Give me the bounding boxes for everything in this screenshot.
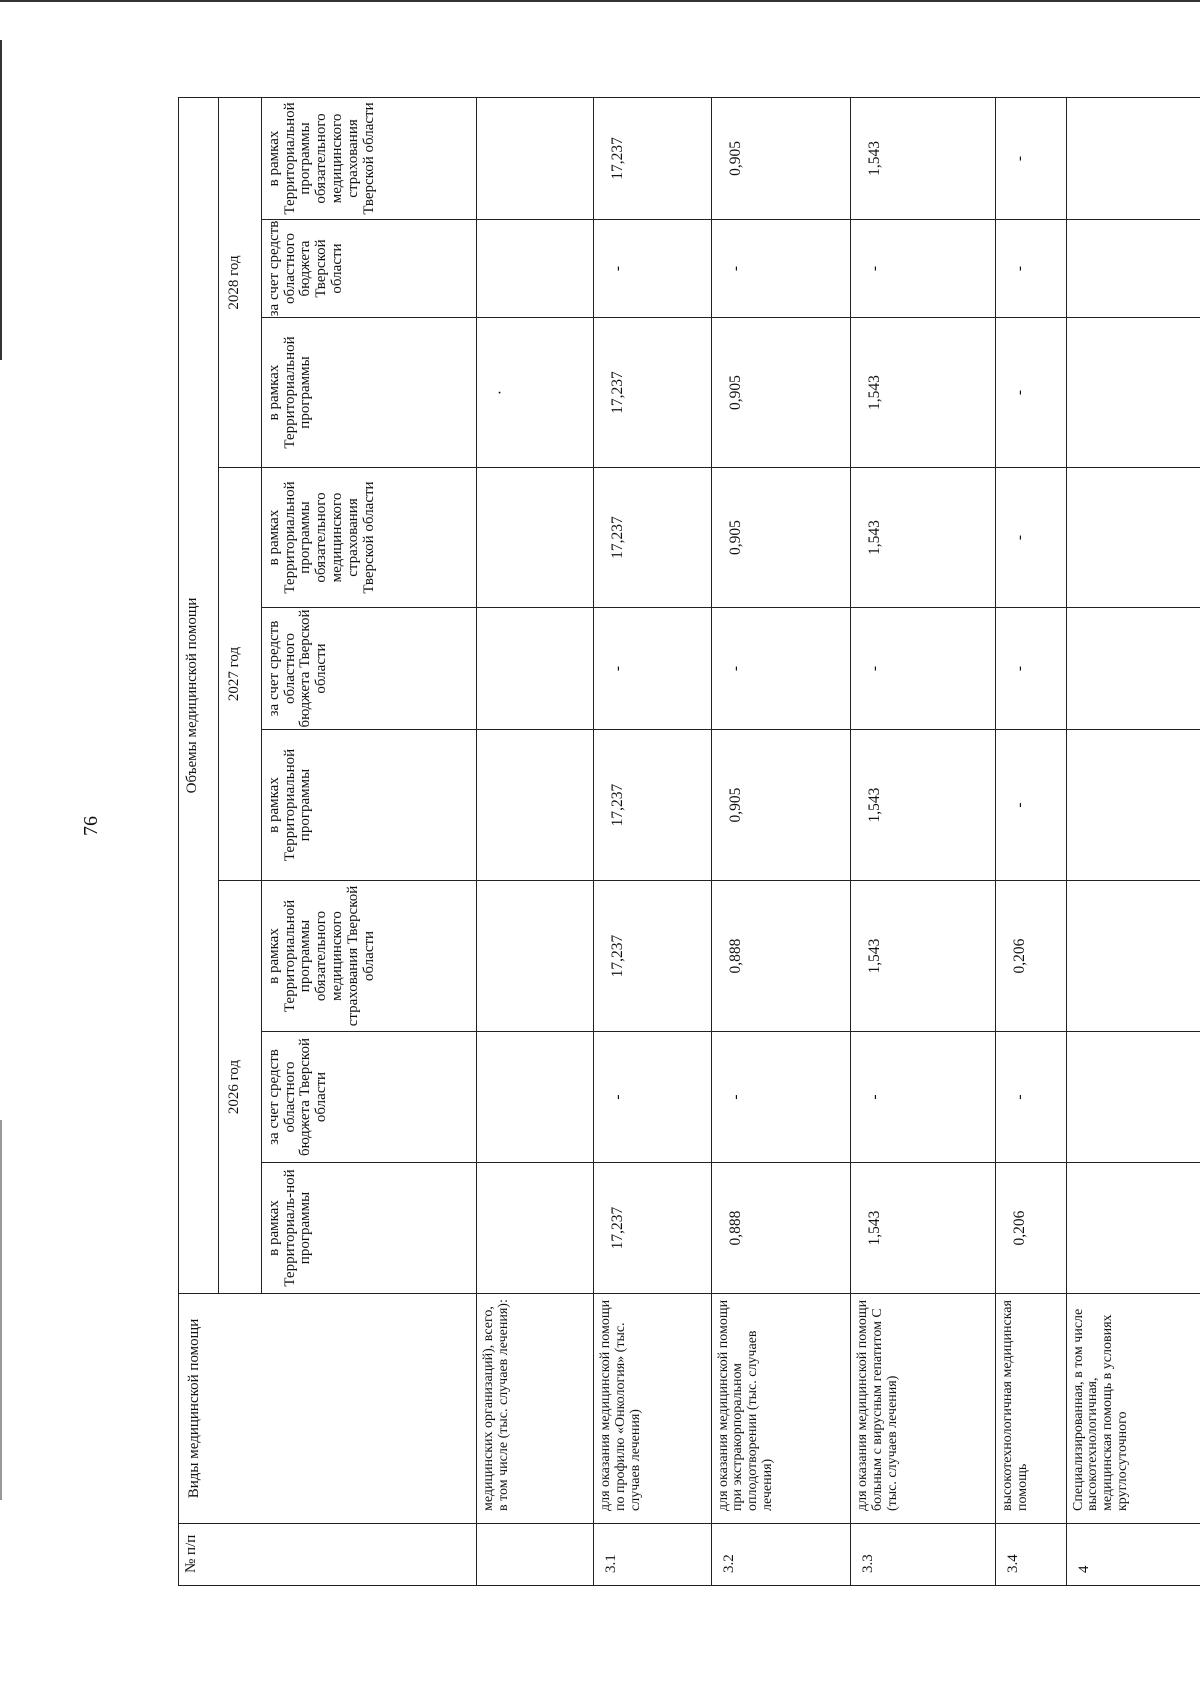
cell-2026-oms: 17,237 — [594, 881, 711, 1032]
table-row — [996, 97, 1066, 1585]
cell-2026-territorial: 1,543 — [851, 1163, 996, 1294]
cell-2026-regional-budget: - — [851, 1032, 996, 1163]
cell-2027-territorial: - — [996, 730, 1066, 881]
header-types: Виды медицинской помощи — [179, 1294, 477, 1524]
row-name: высокотехнологичная медицинская помощь — [996, 1294, 1066, 1524]
cell-2027-oms: 0,905 — [711, 468, 851, 608]
cell-2027-oms — [477, 468, 594, 608]
row-number: 3.1 — [594, 1524, 711, 1586]
header-2028-oms: в рамках Территориальной программы обязательного медицинского страхования Тверской области — [261, 97, 476, 219]
cell-2027-oms: - — [996, 468, 1066, 608]
cell-2027-territorial — [477, 730, 594, 881]
header-2028-territorial: в рамках Территориальной программы — [261, 318, 476, 468]
cell-2027-regional-budget: - — [996, 608, 1066, 730]
medical-care-volumes-table — [178, 97, 1200, 1586]
cell-2028-regional-budget: - — [996, 220, 1066, 318]
scan-edge-top — [0, 0, 1200, 2]
cell-2027-regional-budget: - — [594, 608, 711, 730]
cell-2026-territorial — [1066, 1163, 1200, 1294]
cell-2026-territorial — [477, 1163, 594, 1294]
cell-2026-oms: 1,543 — [851, 881, 996, 1032]
cell-2027-territorial: 17,237 — [594, 730, 711, 881]
row-number: 3.3 — [851, 1524, 996, 1586]
scan-edge-left-top — [0, 40, 2, 360]
row-name: для оказания медицинской помощи по профилю «Онкология» (тыс. случаев лечения) — [594, 1294, 711, 1524]
cell-2027-territorial: 0,905 — [711, 730, 851, 881]
cell-2028-territorial: 1,543 — [851, 318, 996, 468]
cell-2026-regional-budget: - — [996, 1032, 1066, 1163]
cell-2026-regional-budget — [477, 1032, 594, 1163]
cell-2027-territorial: 1,543 — [851, 730, 996, 881]
header-row-1 — [179, 97, 219, 1585]
header-2027-regional-budget: за счет средств областного бюджета Тверской области — [261, 608, 476, 730]
header-2026-oms: в рамках Территориальной программы обязательного медицинского страхования Тверской области — [261, 881, 476, 1032]
cell-2028-oms — [477, 97, 594, 219]
cell-2028-regional-budget — [477, 220, 594, 318]
cell-2026-territorial: 0,888 — [711, 1163, 851, 1294]
header-2026-territorial: в рамках Территориаль-ной программы — [261, 1163, 476, 1294]
cell-2026-territorial: 0,206 — [996, 1163, 1066, 1294]
cell-2027-territorial — [1066, 730, 1200, 881]
cell-2027-regional-budget — [477, 608, 594, 730]
cell-2026-regional-budget — [1066, 1032, 1200, 1163]
page-number: 76 — [80, 816, 102, 836]
table-row — [1066, 97, 1200, 1585]
header-2027-oms: в рамках Территориальной программы обязательного медицинского страхования Тверской области — [261, 468, 476, 608]
cell-2028-regional-budget: - — [711, 220, 851, 318]
row-number: 3.2 — [711, 1524, 851, 1586]
header-year-2027: 2027 год — [219, 468, 261, 881]
cell-2028-territorial: - — [996, 318, 1066, 468]
cell-2026-regional-budget: - — [711, 1032, 851, 1163]
cell-2026-territorial: 17,237 — [594, 1163, 711, 1294]
cell-2027-oms: 1,543 — [851, 468, 996, 608]
row-number: 4 — [1066, 1524, 1200, 1586]
table-row — [477, 97, 594, 1585]
scan-edge-left-bottom — [0, 1120, 2, 1500]
cell-2028-regional-budget: - — [851, 220, 996, 318]
row-number — [477, 1524, 594, 1586]
row-name: для оказания медицинской помощи больным с вирусным гепатитом С (тыс. случаев лечения) — [851, 1294, 996, 1524]
cell-2028-oms — [1066, 97, 1200, 219]
cell-2028-oms: 1,543 — [851, 97, 996, 219]
cell-2028-oms: 17,237 — [594, 97, 711, 219]
cell-2028-territorial: 17,237 — [594, 318, 711, 468]
row-name: для оказания медицинской помощи при экстракорпоральном оплодотворении (тыс. случаев лечения) — [711, 1294, 851, 1524]
cell-2028-regional-budget: - — [594, 220, 711, 318]
header-2028-regional-budget: за счет средств областного бюджета Тверской области — [261, 220, 476, 318]
row-name: медицинских организаций), всего, в том числе (тыс. случаев лечения): — [477, 1294, 594, 1524]
header-year-2028: 2028 год — [219, 97, 261, 467]
table-row — [711, 97, 851, 1585]
header-2026-regional-budget: за счет средств областного бюджета Тверской области — [261, 1032, 476, 1163]
header-year-2026: 2026 год — [219, 881, 261, 1294]
table-row — [851, 97, 996, 1585]
cell-2028-regional-budget — [1066, 220, 1200, 318]
header-2027-territorial: в рамках Территориальной программы — [261, 730, 476, 881]
row-number: 3.4 — [996, 1524, 1066, 1586]
header-volumes: Объемы медицинской помощи — [179, 97, 219, 1293]
cell-2028-territorial: · — [477, 318, 594, 468]
rotated-table-wrapper — [178, 98, 1200, 1586]
cell-2028-oms: - — [996, 97, 1066, 219]
cell-2027-regional-budget: - — [851, 608, 996, 730]
cell-2026-oms: 0,206 — [996, 881, 1066, 1032]
cell-2027-oms — [1066, 468, 1200, 608]
cell-2026-oms — [1066, 881, 1200, 1032]
cell-2027-oms: 17,237 — [594, 468, 711, 608]
cell-2028-territorial — [1066, 318, 1200, 468]
cell-2027-regional-budget — [1066, 608, 1200, 730]
cell-2026-oms: 0,888 — [711, 881, 851, 1032]
cell-2028-oms: 0,905 — [711, 97, 851, 219]
cell-2028-territorial: 0,905 — [711, 318, 851, 468]
table-row — [594, 97, 711, 1585]
cell-2026-regional-budget: - — [594, 1032, 711, 1163]
header-number: № п/п — [179, 1524, 477, 1586]
cell-2026-oms — [477, 881, 594, 1032]
cell-2027-regional-budget: - — [711, 608, 851, 730]
row-name: Специализированная, в том числе высокотехнологичная, медицинская помощь в условиях круглосуточного — [1066, 1294, 1200, 1524]
